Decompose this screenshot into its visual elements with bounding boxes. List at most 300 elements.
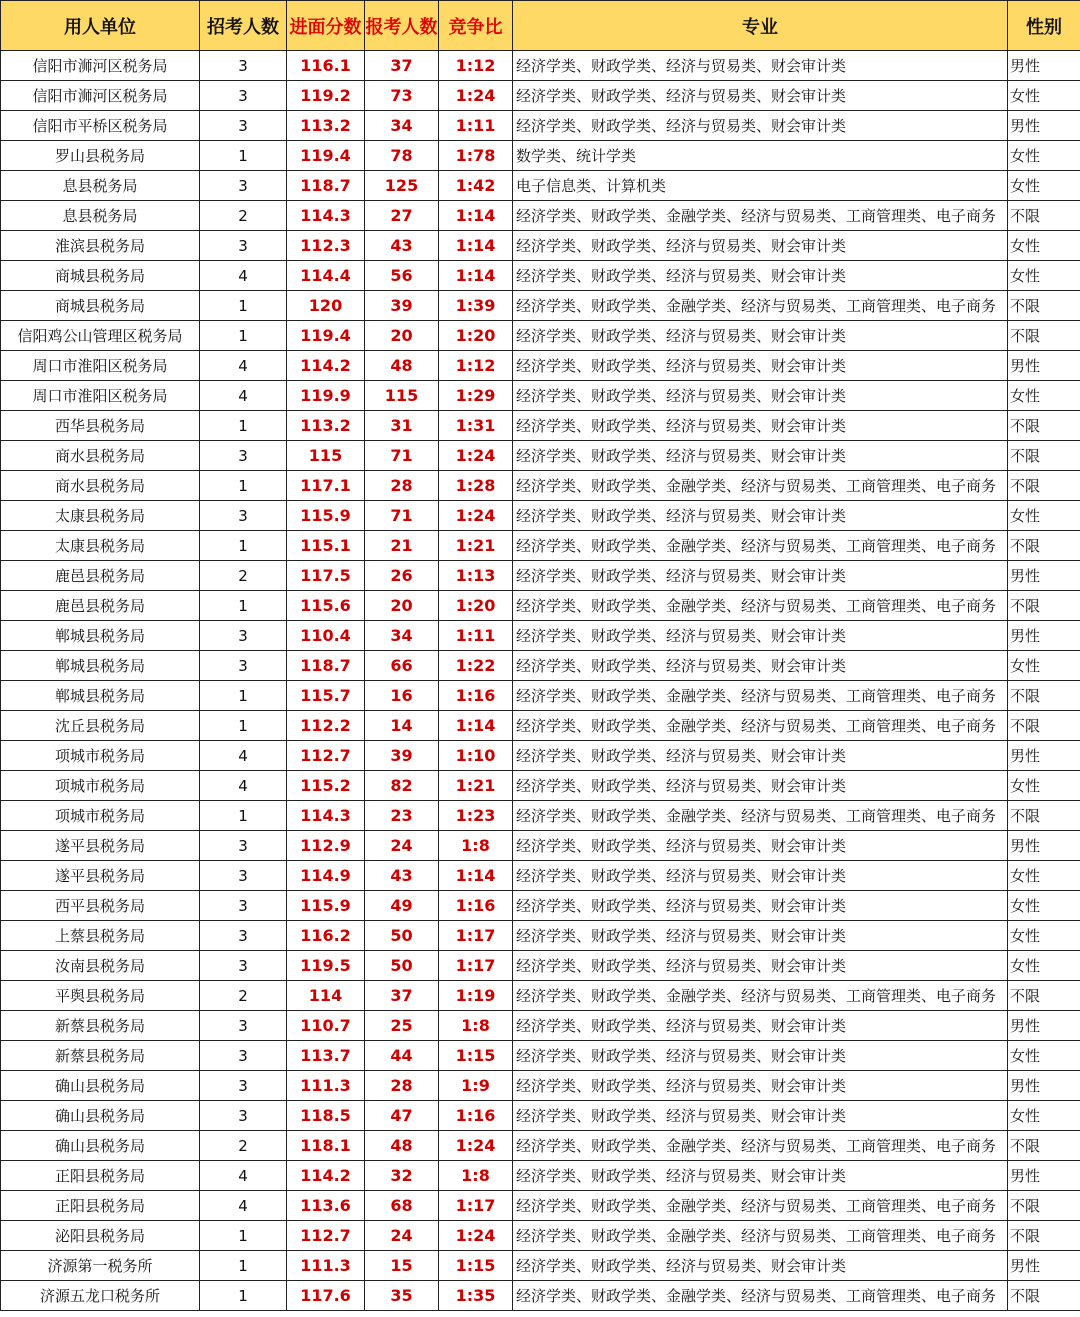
cell-score: 113.7 (287, 1041, 365, 1071)
cell-recruit: 1 (200, 801, 287, 831)
cell-recruit: 3 (200, 1011, 287, 1041)
cell-recruit: 1 (200, 1281, 287, 1311)
cell-gender: 男性 (1008, 1071, 1080, 1101)
cell-recruit: 3 (200, 951, 287, 981)
cell-recruit: 3 (200, 1071, 287, 1101)
cell-ratio: 1:35 (439, 1281, 513, 1311)
table-row (1, 831, 1080, 861)
cell-unit: 正阳县税务局 (1, 1191, 200, 1221)
cell-gender: 女性 (1008, 951, 1080, 981)
header-applicants: 报考人数 (365, 1, 439, 51)
cell-ratio: 1:14 (439, 711, 513, 741)
cell-major: 经济学类、财政学类、经济与贸易类、财会审计类 (513, 741, 1008, 771)
table-row (1, 891, 1080, 921)
cell-recruit: 3 (200, 111, 287, 141)
cell-applicants: 48 (365, 351, 439, 381)
cell-gender: 男性 (1008, 1161, 1080, 1191)
cell-unit: 西平县税务局 (1, 891, 200, 921)
cell-recruit: 1 (200, 711, 287, 741)
cell-unit: 西华县税务局 (1, 411, 200, 441)
table-row (1, 951, 1080, 981)
cell-gender: 不限 (1008, 1281, 1080, 1311)
cell-ratio: 1:11 (439, 621, 513, 651)
cell-score: 115.7 (287, 681, 365, 711)
cell-ratio: 1:24 (439, 501, 513, 531)
cell-score: 117.5 (287, 561, 365, 591)
cell-major: 经济学类、财政学类、经济与贸易类、财会审计类 (513, 321, 1008, 351)
cell-unit: 淮滨县税务局 (1, 231, 200, 261)
cell-applicants: 73 (365, 81, 439, 111)
table-row (1, 471, 1080, 501)
cell-recruit: 3 (200, 1101, 287, 1131)
cell-gender: 女性 (1008, 81, 1080, 111)
cell-unit: 商城县税务局 (1, 291, 200, 321)
cell-gender: 不限 (1008, 1131, 1080, 1161)
cell-major: 经济学类、财政学类、经济与贸易类、财会审计类 (513, 861, 1008, 891)
cell-unit: 商水县税务局 (1, 471, 200, 501)
cell-score: 115 (287, 441, 365, 471)
cell-score: 120 (287, 291, 365, 321)
cell-gender: 男性 (1008, 621, 1080, 651)
cell-score: 112.9 (287, 831, 365, 861)
cell-recruit: 1 (200, 141, 287, 171)
cell-applicants: 31 (365, 411, 439, 441)
cell-ratio: 1:8 (439, 831, 513, 861)
cell-unit: 确山县税务局 (1, 1131, 200, 1161)
cell-score: 116.1 (287, 51, 365, 81)
cell-gender: 女性 (1008, 651, 1080, 681)
cell-major: 经济学类、财政学类、金融学类、经济与贸易类、工商管理类、电子商务 (513, 681, 1008, 711)
cell-gender: 不限 (1008, 711, 1080, 741)
cell-gender: 不限 (1008, 1221, 1080, 1251)
cell-major: 经济学类、财政学类、经济与贸易类、财会审计类 (513, 921, 1008, 951)
cell-unit: 信阳市浉河区税务局 (1, 81, 200, 111)
cell-gender: 女性 (1008, 861, 1080, 891)
cell-ratio: 1:16 (439, 891, 513, 921)
cell-recruit: 4 (200, 261, 287, 291)
cell-ratio: 1:24 (439, 441, 513, 471)
cell-unit: 新蔡县税务局 (1, 1011, 200, 1041)
cell-unit: 信阳市浉河区税务局 (1, 51, 200, 81)
cell-major: 经济学类、财政学类、金融学类、经济与贸易类、工商管理类、电子商务 (513, 1221, 1008, 1251)
cell-major: 经济学类、财政学类、金融学类、经济与贸易类、工商管理类、电子商务 (513, 591, 1008, 621)
table-row (1, 651, 1080, 681)
cell-score: 119.9 (287, 381, 365, 411)
cell-applicants: 23 (365, 801, 439, 831)
cell-major: 经济学类、财政学类、经济与贸易类、财会审计类 (513, 261, 1008, 291)
table-row (1, 321, 1080, 351)
cell-unit: 沈丘县税务局 (1, 711, 200, 741)
table-row (1, 801, 1080, 831)
cell-unit: 郸城县税务局 (1, 651, 200, 681)
cell-major: 经济学类、财政学类、经济与贸易类、财会审计类 (513, 51, 1008, 81)
cell-major: 经济学类、财政学类、经济与贸易类、财会审计类 (513, 501, 1008, 531)
cell-unit: 周口市淮阳区税务局 (1, 351, 200, 381)
cell-major: 经济学类、财政学类、经济与贸易类、财会审计类 (513, 771, 1008, 801)
cell-applicants: 24 (365, 831, 439, 861)
table-row (1, 621, 1080, 651)
table-row (1, 381, 1080, 411)
cell-major: 经济学类、财政学类、经济与贸易类、财会审计类 (513, 111, 1008, 141)
cell-score: 118.1 (287, 1131, 365, 1161)
cell-major: 经济学类、财政学类、经济与贸易类、财会审计类 (513, 81, 1008, 111)
table-row (1, 1191, 1080, 1221)
cell-score: 118.7 (287, 171, 365, 201)
cell-ratio: 1:20 (439, 321, 513, 351)
cell-unit: 罗山县税务局 (1, 141, 200, 171)
cell-major: 数学类、统计学类 (513, 141, 1008, 171)
cell-recruit: 3 (200, 441, 287, 471)
cell-unit: 济源五龙口税务所 (1, 1281, 200, 1311)
cell-major: 经济学类、财政学类、金融学类、经济与贸易类、工商管理类、电子商务 (513, 981, 1008, 1011)
table-row (1, 741, 1080, 771)
cell-score: 113.6 (287, 1191, 365, 1221)
cell-gender: 不限 (1008, 681, 1080, 711)
cell-applicants: 39 (365, 741, 439, 771)
cell-recruit: 1 (200, 681, 287, 711)
cell-applicants: 15 (365, 1251, 439, 1281)
cell-ratio: 1:42 (439, 171, 513, 201)
cell-unit: 确山县税务局 (1, 1101, 200, 1131)
table-row (1, 531, 1080, 561)
cell-recruit: 3 (200, 921, 287, 951)
cell-ratio: 1:14 (439, 201, 513, 231)
cell-major: 经济学类、财政学类、经济与贸易类、财会审计类 (513, 1071, 1008, 1101)
cell-applicants: 68 (365, 1191, 439, 1221)
cell-gender: 女性 (1008, 921, 1080, 951)
cell-recruit: 3 (200, 51, 287, 81)
cell-unit: 周口市淮阳区税务局 (1, 381, 200, 411)
cell-recruit: 3 (200, 621, 287, 651)
cell-score: 115.2 (287, 771, 365, 801)
cell-applicants: 43 (365, 231, 439, 261)
header-ratio: 竞争比 (439, 1, 513, 51)
cell-unit: 确山县税务局 (1, 1071, 200, 1101)
cell-unit: 太康县税务局 (1, 501, 200, 531)
cell-unit: 太康县税务局 (1, 531, 200, 561)
table-row (1, 561, 1080, 591)
cell-ratio: 1:19 (439, 981, 513, 1011)
cell-ratio: 1:12 (439, 351, 513, 381)
table-row (1, 81, 1080, 111)
table-row (1, 201, 1080, 231)
cell-ratio: 1:8 (439, 1011, 513, 1041)
cell-gender: 不限 (1008, 321, 1080, 351)
cell-applicants: 34 (365, 111, 439, 141)
cell-ratio: 1:31 (439, 411, 513, 441)
cell-recruit: 1 (200, 1221, 287, 1251)
cell-gender: 不限 (1008, 441, 1080, 471)
cell-ratio: 1:9 (439, 1071, 513, 1101)
cell-gender: 男性 (1008, 51, 1080, 81)
cell-recruit: 3 (200, 171, 287, 201)
table-row (1, 261, 1080, 291)
cell-ratio: 1:15 (439, 1251, 513, 1281)
cell-unit: 正阳县税务局 (1, 1161, 200, 1191)
cell-gender: 男性 (1008, 741, 1080, 771)
cell-score: 115.9 (287, 501, 365, 531)
cell-applicants: 56 (365, 261, 439, 291)
cell-recruit: 4 (200, 741, 287, 771)
cell-gender: 男性 (1008, 561, 1080, 591)
cell-gender: 女性 (1008, 771, 1080, 801)
table-row (1, 981, 1080, 1011)
cell-unit: 郸城县税务局 (1, 681, 200, 711)
header-unit: 用人单位 (1, 1, 200, 51)
cell-recruit: 2 (200, 201, 287, 231)
cell-gender: 不限 (1008, 801, 1080, 831)
cell-recruit: 2 (200, 981, 287, 1011)
cell-gender: 不限 (1008, 981, 1080, 1011)
cell-recruit: 3 (200, 501, 287, 531)
cell-applicants: 20 (365, 591, 439, 621)
table-row (1, 1131, 1080, 1161)
cell-recruit: 4 (200, 771, 287, 801)
cell-ratio: 1:39 (439, 291, 513, 321)
cell-ratio: 1:13 (439, 561, 513, 591)
table-row (1, 681, 1080, 711)
cell-major: 经济学类、财政学类、经济与贸易类、财会审计类 (513, 411, 1008, 441)
cell-unit: 息县税务局 (1, 201, 200, 231)
cell-major: 经济学类、财政学类、经济与贸易类、财会审计类 (513, 651, 1008, 681)
cell-applicants: 44 (365, 1041, 439, 1071)
cell-major: 经济学类、财政学类、金融学类、经济与贸易类、工商管理类、电子商务 (513, 291, 1008, 321)
cell-major: 经济学类、财政学类、金融学类、经济与贸易类、工商管理类、电子商务 (513, 1191, 1008, 1221)
cell-ratio: 1:10 (439, 741, 513, 771)
cell-recruit: 1 (200, 471, 287, 501)
cell-applicants: 24 (365, 1221, 439, 1251)
cell-score: 119.4 (287, 321, 365, 351)
cell-major: 经济学类、财政学类、经济与贸易类、财会审计类 (513, 621, 1008, 651)
cell-unit: 遂平县税务局 (1, 861, 200, 891)
cell-ratio: 1:16 (439, 681, 513, 711)
cell-unit: 平舆县税务局 (1, 981, 200, 1011)
cell-recruit: 3 (200, 651, 287, 681)
table-row (1, 51, 1080, 81)
cell-gender: 男性 (1008, 111, 1080, 141)
table-row (1, 1101, 1080, 1131)
cell-score: 110.7 (287, 1011, 365, 1041)
cell-applicants: 43 (365, 861, 439, 891)
cell-ratio: 1:24 (439, 1131, 513, 1161)
table-row (1, 1041, 1080, 1071)
cell-ratio: 1:15 (439, 1041, 513, 1071)
cell-ratio: 1:14 (439, 261, 513, 291)
table-row (1, 141, 1080, 171)
cell-score: 116.2 (287, 921, 365, 951)
cell-gender: 女性 (1008, 261, 1080, 291)
cell-score: 112.2 (287, 711, 365, 741)
cell-recruit: 1 (200, 1251, 287, 1281)
cell-score: 112.7 (287, 741, 365, 771)
cell-score: 114.4 (287, 261, 365, 291)
cell-gender: 男性 (1008, 1251, 1080, 1281)
cell-applicants: 32 (365, 1161, 439, 1191)
cell-ratio: 1:11 (439, 111, 513, 141)
table-body (1, 51, 1080, 1311)
cell-gender: 女性 (1008, 1041, 1080, 1071)
cell-unit: 遂平县税务局 (1, 831, 200, 861)
cell-score: 113.2 (287, 111, 365, 141)
cell-unit: 信阳市平桥区税务局 (1, 111, 200, 141)
cell-applicants: 39 (365, 291, 439, 321)
cell-major: 经济学类、财政学类、经济与贸易类、财会审计类 (513, 951, 1008, 981)
cell-major: 经济学类、财政学类、经济与贸易类、财会审计类 (513, 351, 1008, 381)
cell-gender: 不限 (1008, 531, 1080, 561)
cell-ratio: 1:24 (439, 81, 513, 111)
table-row (1, 711, 1080, 741)
cell-applicants: 28 (365, 471, 439, 501)
cell-score: 118.5 (287, 1101, 365, 1131)
cell-recruit: 1 (200, 291, 287, 321)
cell-applicants: 21 (365, 531, 439, 561)
cell-applicants: 82 (365, 771, 439, 801)
cell-applicants: 28 (365, 1071, 439, 1101)
cell-score: 112.7 (287, 1221, 365, 1251)
cell-applicants: 50 (365, 921, 439, 951)
cell-applicants: 49 (365, 891, 439, 921)
table-row (1, 111, 1080, 141)
cell-gender: 不限 (1008, 1191, 1080, 1221)
cell-recruit: 2 (200, 1131, 287, 1161)
cell-ratio: 1:21 (439, 771, 513, 801)
cell-score: 113.2 (287, 411, 365, 441)
header-row (1, 1, 1080, 51)
cell-ratio: 1:23 (439, 801, 513, 831)
cell-applicants: 34 (365, 621, 439, 651)
cell-unit: 济源第一税务所 (1, 1251, 200, 1281)
cell-score: 115.1 (287, 531, 365, 561)
cell-ratio: 1:17 (439, 1191, 513, 1221)
cell-recruit: 1 (200, 531, 287, 561)
table-row (1, 921, 1080, 951)
cell-score: 117.6 (287, 1281, 365, 1311)
cell-major: 经济学类、财政学类、金融学类、经济与贸易类、工商管理类、电子商务 (513, 1281, 1008, 1311)
cell-gender: 不限 (1008, 591, 1080, 621)
cell-unit: 郸城县税务局 (1, 621, 200, 651)
cell-major: 经济学类、财政学类、金融学类、经济与贸易类、工商管理类、电子商务 (513, 531, 1008, 561)
cell-ratio: 1:14 (439, 231, 513, 261)
cell-recruit: 1 (200, 591, 287, 621)
table-row (1, 1071, 1080, 1101)
cell-major: 经济学类、财政学类、经济与贸易类、财会审计类 (513, 441, 1008, 471)
cell-gender: 女性 (1008, 381, 1080, 411)
table-row (1, 1281, 1080, 1311)
cell-unit: 上蔡县税务局 (1, 921, 200, 951)
cell-major: 经济学类、财政学类、金融学类、经济与贸易类、工商管理类、电子商务 (513, 1131, 1008, 1161)
cell-score: 112.3 (287, 231, 365, 261)
cell-recruit: 4 (200, 1161, 287, 1191)
header-gender: 性别 (1008, 1, 1080, 51)
cell-major: 经济学类、财政学类、经济与贸易类、财会审计类 (513, 231, 1008, 261)
cell-score: 115.9 (287, 891, 365, 921)
cell-ratio: 1:8 (439, 1161, 513, 1191)
cell-ratio: 1:29 (439, 381, 513, 411)
cell-ratio: 1:16 (439, 1101, 513, 1131)
cell-recruit: 2 (200, 561, 287, 591)
cell-ratio: 1:24 (439, 1221, 513, 1251)
cell-recruit: 4 (200, 351, 287, 381)
cell-gender: 不限 (1008, 201, 1080, 231)
header-score: 进面分数 (287, 1, 365, 51)
cell-major: 经济学类、财政学类、经济与贸易类、财会审计类 (513, 1161, 1008, 1191)
cell-applicants: 27 (365, 201, 439, 231)
cell-unit: 汝南县税务局 (1, 951, 200, 981)
cell-score: 114.2 (287, 351, 365, 381)
cell-unit: 息县税务局 (1, 171, 200, 201)
cell-ratio: 1:22 (439, 651, 513, 681)
cell-applicants: 125 (365, 171, 439, 201)
cell-score: 111.3 (287, 1071, 365, 1101)
table-row (1, 411, 1080, 441)
cell-applicants: 71 (365, 441, 439, 471)
cell-gender: 女性 (1008, 891, 1080, 921)
cell-recruit: 3 (200, 861, 287, 891)
cell-unit: 泌阳县税务局 (1, 1221, 200, 1251)
cell-recruit: 1 (200, 321, 287, 351)
cell-major: 经济学类、财政学类、经济与贸易类、财会审计类 (513, 1011, 1008, 1041)
cell-gender: 不限 (1008, 411, 1080, 441)
cell-applicants: 48 (365, 1131, 439, 1161)
cell-ratio: 1:17 (439, 921, 513, 951)
table-row (1, 351, 1080, 381)
cell-ratio: 1:78 (439, 141, 513, 171)
table-row (1, 1161, 1080, 1191)
cell-applicants: 47 (365, 1101, 439, 1131)
cell-unit: 鹿邑县税务局 (1, 591, 200, 621)
cell-ratio: 1:14 (439, 861, 513, 891)
cell-major: 经济学类、财政学类、经济与贸易类、财会审计类 (513, 1041, 1008, 1071)
cell-recruit: 4 (200, 381, 287, 411)
cell-applicants: 37 (365, 51, 439, 81)
cell-score: 117.1 (287, 471, 365, 501)
cell-applicants: 115 (365, 381, 439, 411)
cell-recruit: 3 (200, 891, 287, 921)
table-row (1, 441, 1080, 471)
cell-score: 114.3 (287, 201, 365, 231)
cell-gender: 不限 (1008, 471, 1080, 501)
cell-score: 118.7 (287, 651, 365, 681)
table-header (1, 1, 1080, 51)
table-row (1, 501, 1080, 531)
cell-major: 经济学类、财政学类、经济与贸易类、财会审计类 (513, 1101, 1008, 1131)
cell-major: 经济学类、财政学类、金融学类、经济与贸易类、工商管理类、电子商务 (513, 801, 1008, 831)
cell-ratio: 1:20 (439, 591, 513, 621)
cell-recruit: 1 (200, 411, 287, 441)
cell-gender: 女性 (1008, 231, 1080, 261)
cell-major: 经济学类、财政学类、金融学类、经济与贸易类、工商管理类、电子商务 (513, 201, 1008, 231)
cell-unit: 信阳鸡公山管理区税务局 (1, 321, 200, 351)
cell-unit: 商城县税务局 (1, 261, 200, 291)
cell-gender: 男性 (1008, 351, 1080, 381)
cell-ratio: 1:17 (439, 951, 513, 981)
cell-score: 115.6 (287, 591, 365, 621)
cell-applicants: 16 (365, 681, 439, 711)
table-row (1, 861, 1080, 891)
cell-gender: 女性 (1008, 141, 1080, 171)
table-row (1, 1011, 1080, 1041)
cell-applicants: 20 (365, 321, 439, 351)
table-row (1, 171, 1080, 201)
cell-gender: 女性 (1008, 171, 1080, 201)
cell-applicants: 78 (365, 141, 439, 171)
cell-applicants: 37 (365, 981, 439, 1011)
cell-applicants: 14 (365, 711, 439, 741)
cell-major: 经济学类、财政学类、经济与贸易类、财会审计类 (513, 891, 1008, 921)
cell-gender: 女性 (1008, 501, 1080, 531)
cell-score: 119.4 (287, 141, 365, 171)
cell-major: 经济学类、财政学类、金融学类、经济与贸易类、工商管理类、电子商务 (513, 471, 1008, 501)
